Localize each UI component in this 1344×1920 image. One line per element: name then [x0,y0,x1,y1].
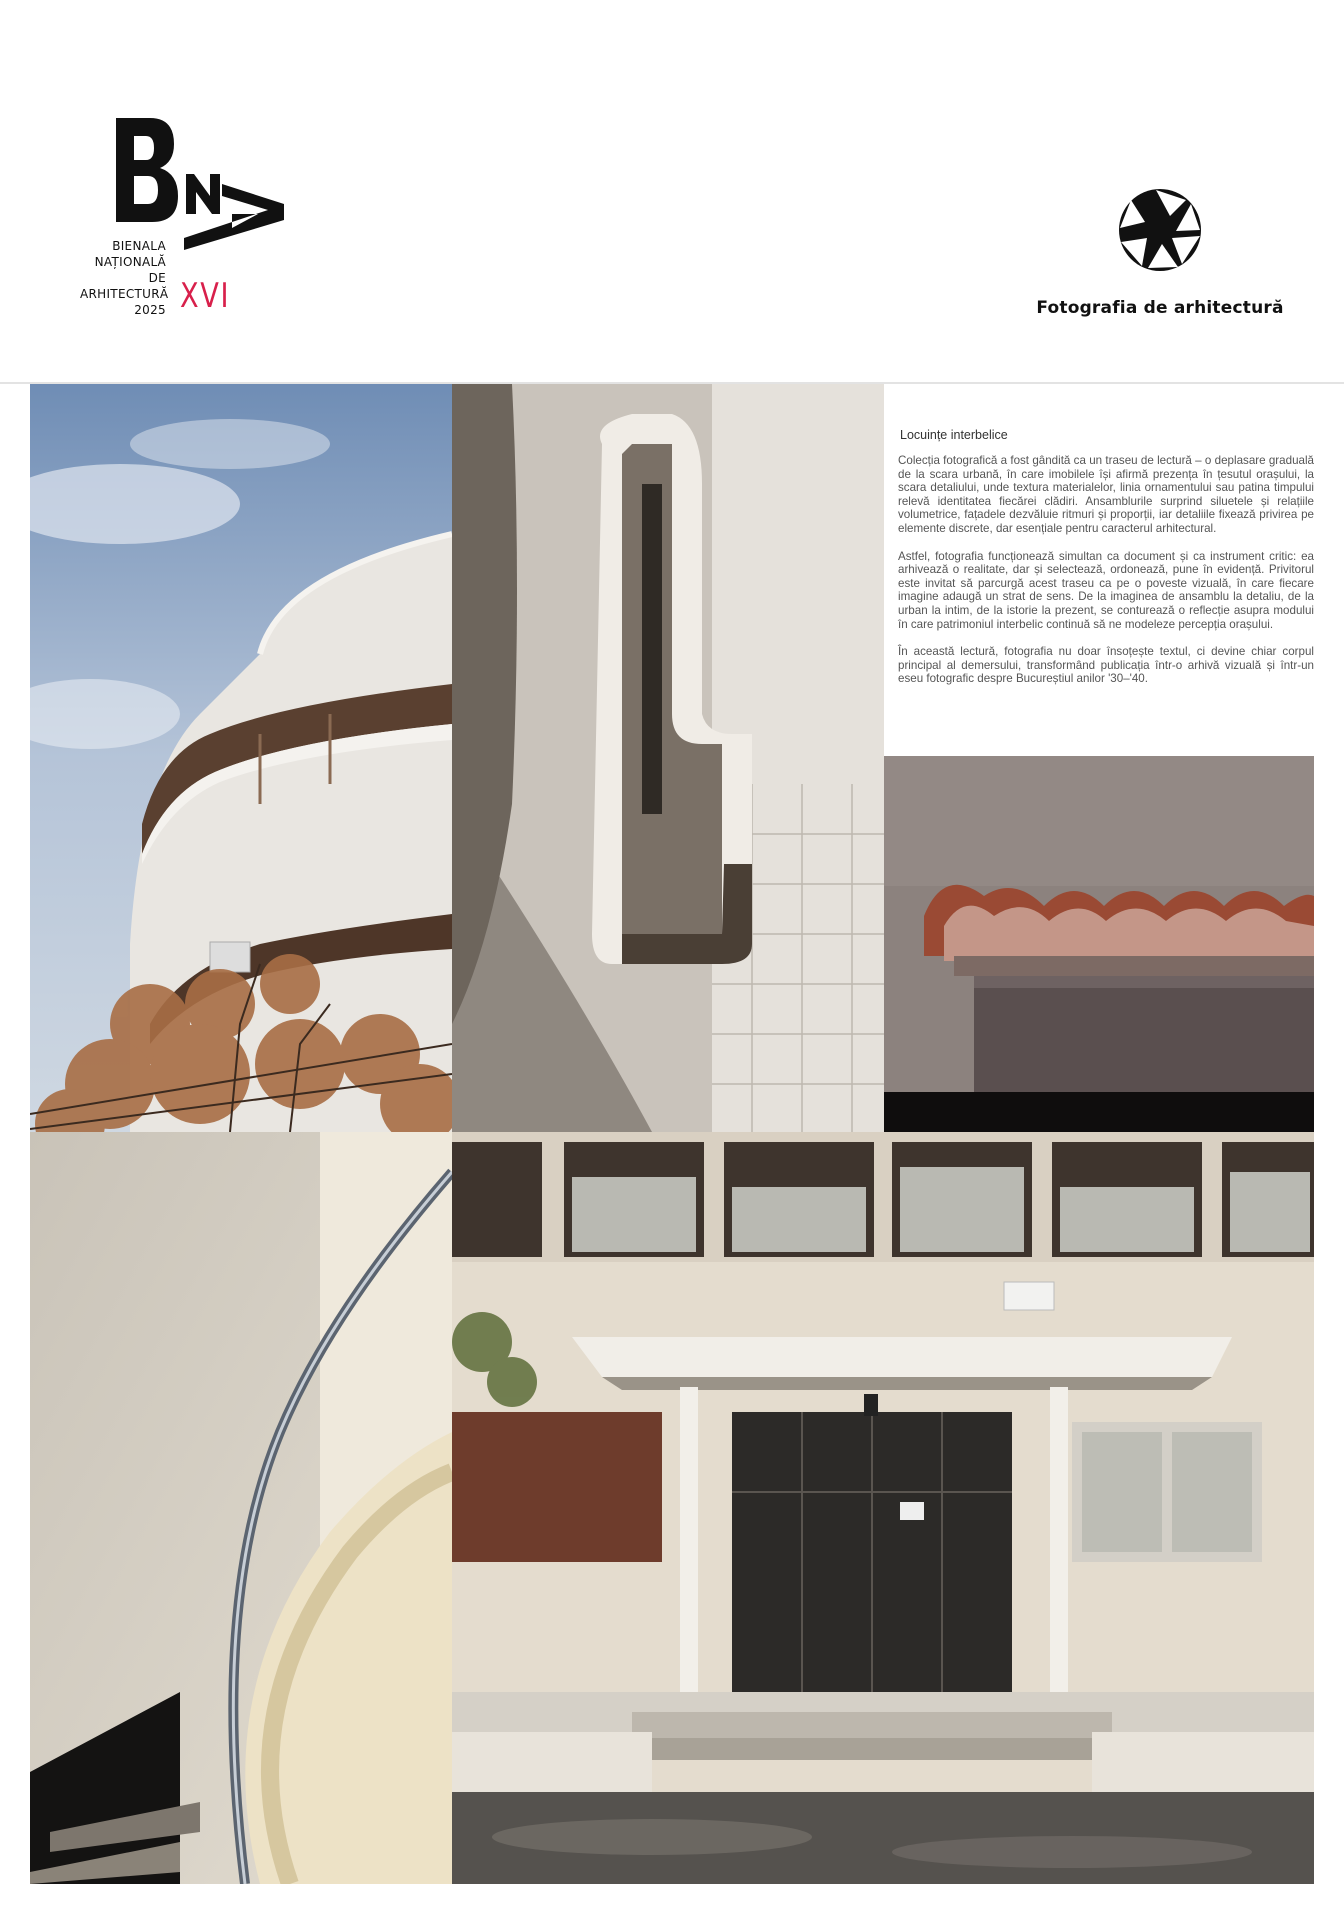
category-label: Fotografia de arhitectură [1036,298,1284,318]
photo-building-entrance [452,1132,1314,1884]
photo-curved-building [30,384,452,1132]
photo-stairwell-handrail [452,384,884,1132]
article-text-block [898,428,1314,700]
edition-number: XVI [180,276,231,316]
logo-line: BIENALA [112,239,166,253]
camera-aperture-icon [1118,188,1202,272]
logo-line: 2025 [134,303,166,317]
photo-roof-tile-detail [884,756,1314,1132]
article-paragraph: Astfel, fotografia funcționează simultan ca document și ca instrument critic: ea arhivează o realitate, dar și selectează, ordonează, pune în evidență. Privitorul este invitat să parcurgă acest traseu ca pe o poveste vizuală, în care fiecare imagine adaugă un strat de sens. De la imaginea de ansamblu la detaliu, de la urban la intim, de la istorie la prezent, se conturează o reflecție asupra modului în care patrimoniul interbelic continuă să ne modeleze percepția orașului. [898,549,1314,631]
article-title: Locuințe interbelice [900,428,1008,442]
logo-line: DE [148,271,166,285]
logo-subtitle [80,238,169,318]
article-paragraph: În această lectură, fotografia nu doar însoțește textul, ci devine chiar corpul principal al demersului, transformând publicația într-o arhivă vizuală și într-un eseu fotografic despre Bucureștiul anilor '30–'40. [898,645,1314,686]
logo-line: NAȚIONALĂ [94,255,166,269]
logo-line: ARHITECTURĂ [80,287,169,301]
article-paragraph: Colecția fotografică a fost gândită ca un traseu de lectură – o deplasare graduală de la scara urbană, în care imobilele își afirmă prezența în țesutul orașului, la scara detaliului, unde textura materialelor, linia ornamentului sau patina timpului relevă identitatea fiecărei clădiri. Ansamblurile surprind siluetele și relațiile volumetrice, fațadele dezvăluie ritmuri și proporții, iar detaliile fixează privirea pe elemente discrete, dar esențiale pentru caracterul arhitectural. [898,454,1314,535]
photo-curved-staircase [30,1132,452,1884]
